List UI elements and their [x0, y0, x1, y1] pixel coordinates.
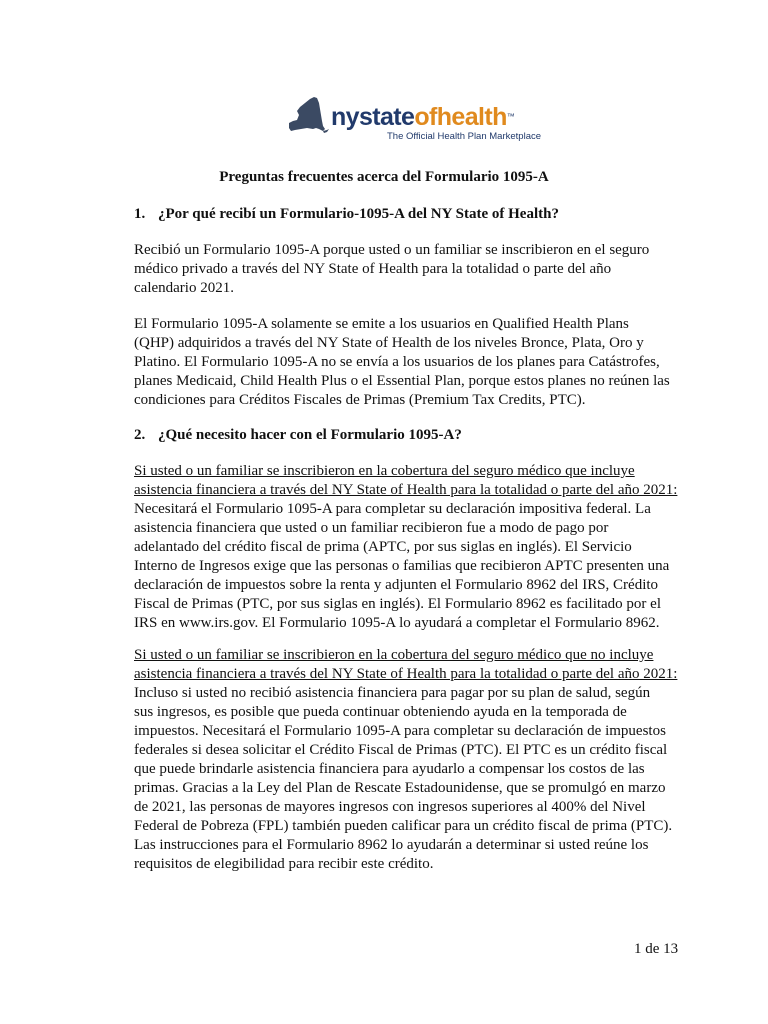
question-2-text: ¿Qué necesito hacer con el Formulario 1095-A?: [158, 427, 462, 443]
text-line: impuestos. Necesitará el Formulario 1095-A para completar su declaración de impuestos: [134, 723, 666, 739]
question-1-number: 1.: [134, 206, 146, 222]
underlined-condition-line: Si usted o un familiar se inscribieron en la cobertura del seguro médico que no incluye: [134, 647, 654, 663]
text-line: Recibió un Formulario 1095-A porque usted o un familiar se inscribieron en el seguro: [134, 242, 650, 258]
logo-tagline: The Official Health Plan Marketplace: [387, 131, 542, 142]
text-line: planes Medicaid, Child Health Plus o el Essential Plan, porque estos planes no reúnen las: [134, 373, 670, 389]
text-line: asistencia financiera que usted o un familiar recibieron fue a modo de pago por: [134, 520, 609, 536]
text-line: calendario 2021.: [134, 280, 234, 296]
page-number: 1 de 13: [634, 941, 679, 957]
underlined-condition-line: asistencia financiera a través del NY State of Health para la totalidad o parte del año 2021:: [134, 482, 678, 498]
text-line: médico privado a través del NY State of Health para la totalidad o parte del año: [134, 261, 612, 277]
text-line: adelantado del crédito fiscal de prima (APTC, por sus siglas en inglés). El Servicio: [134, 539, 632, 555]
question-1-paragraph-1: [134, 241, 694, 298]
text-line: de 2021, las personas de mayores ingresos con ingresos superiores al 400% del Nivel: [134, 799, 646, 815]
question-1-heading: [134, 205, 559, 223]
underlined-condition-line: Si usted o un familiar se inscribieron en la cobertura del seguro médico que incluye: [134, 463, 635, 479]
new-york-state-map-icon: [283, 93, 331, 141]
page-title: Preguntas frecuentes acerca del Formulario 1095-A: [219, 169, 549, 185]
text-line: sus ingresos, es posible que pueda continuar obteniendo ayuda en la temporada de: [134, 704, 627, 720]
text-line: Interno de Ingresos exige que las personas o familias que recibieron APTC presenten una: [134, 558, 670, 574]
text-line: IRS en www.irs.gov. El Formulario 1095-A lo ayudará a completar el Formulario 8962.: [134, 615, 660, 631]
text-line: Platino. El Formulario 1095-A no se envía a los usuarios de los planes para Catástrofes,: [134, 354, 660, 370]
question-2-paragraph-1: [134, 462, 694, 633]
text-line: Las instrucciones para el Formulario 8962 lo ayudarán a determinar si usted reúne los: [134, 837, 649, 853]
text-line: declaración de impuestos sobre la renta y adjunten el Formulario 8962 del IRS, Crédito: [134, 577, 659, 593]
question-2-heading: [134, 426, 462, 444]
logo-trademark: ™: [506, 112, 515, 121]
text-line: El Formulario 1095-A solamente se emite a los usuarios en Qualified Health Plans: [134, 316, 629, 332]
text-line: requisitos de elegibilidad para recibir este crédito.: [134, 856, 434, 872]
logo-wordmark-part1: nystate: [331, 103, 415, 131]
text-line: Incluso si usted no recibió asistencia financiera para pagar por su plan de salud, según: [134, 685, 651, 701]
text-line: condiciones para Créditos Fiscales de Primas (Premium Tax Credits, PTC).: [134, 392, 586, 408]
text-line: Necesitará el Formulario 1095-A para completar su declaración impositiva federal. La: [134, 501, 651, 517]
question-2-paragraph-2: [134, 646, 694, 874]
question-1-paragraph-2: [134, 315, 694, 410]
text-line: primas. Gracias a la Ley del Plan de Rescate Estadounidense, que se promulgó en marzo: [134, 780, 666, 796]
text-line: que puede brindarle asistencia financiera para ayudarlo a compensar los costos de las: [134, 761, 645, 777]
text-line: Fiscal de Primas (PTC, por sus siglas en inglés). El Formulario 8962 es facilitado por el: [134, 596, 662, 612]
question-2-number: 2.: [134, 427, 146, 443]
nystateofhealth-logo: [283, 93, 542, 153]
logo-wordmark-part2: ofhealth: [414, 103, 507, 131]
text-line: (QHP) adquiridos a través del NY State of Health de los niveles Bronce, Plata, Oro y: [134, 335, 644, 351]
logo-wordmark: [331, 103, 514, 131]
underlined-condition-line: asistencia financiera a través del NY State of Health para la totalidad o parte del año 2021:: [134, 666, 678, 682]
text-line: federales si desea solicitar el Crédito Fiscal de Primas (PTC). El PTC es un crédito fiscal: [134, 742, 668, 758]
question-1-text: ¿Por qué recibí un Formulario-1095-A del NY State of Health?: [158, 206, 559, 222]
text-line: Federal de Pobreza (FPL) también pueden calificar para un crédito fiscal de prima (PTC).: [134, 818, 673, 834]
